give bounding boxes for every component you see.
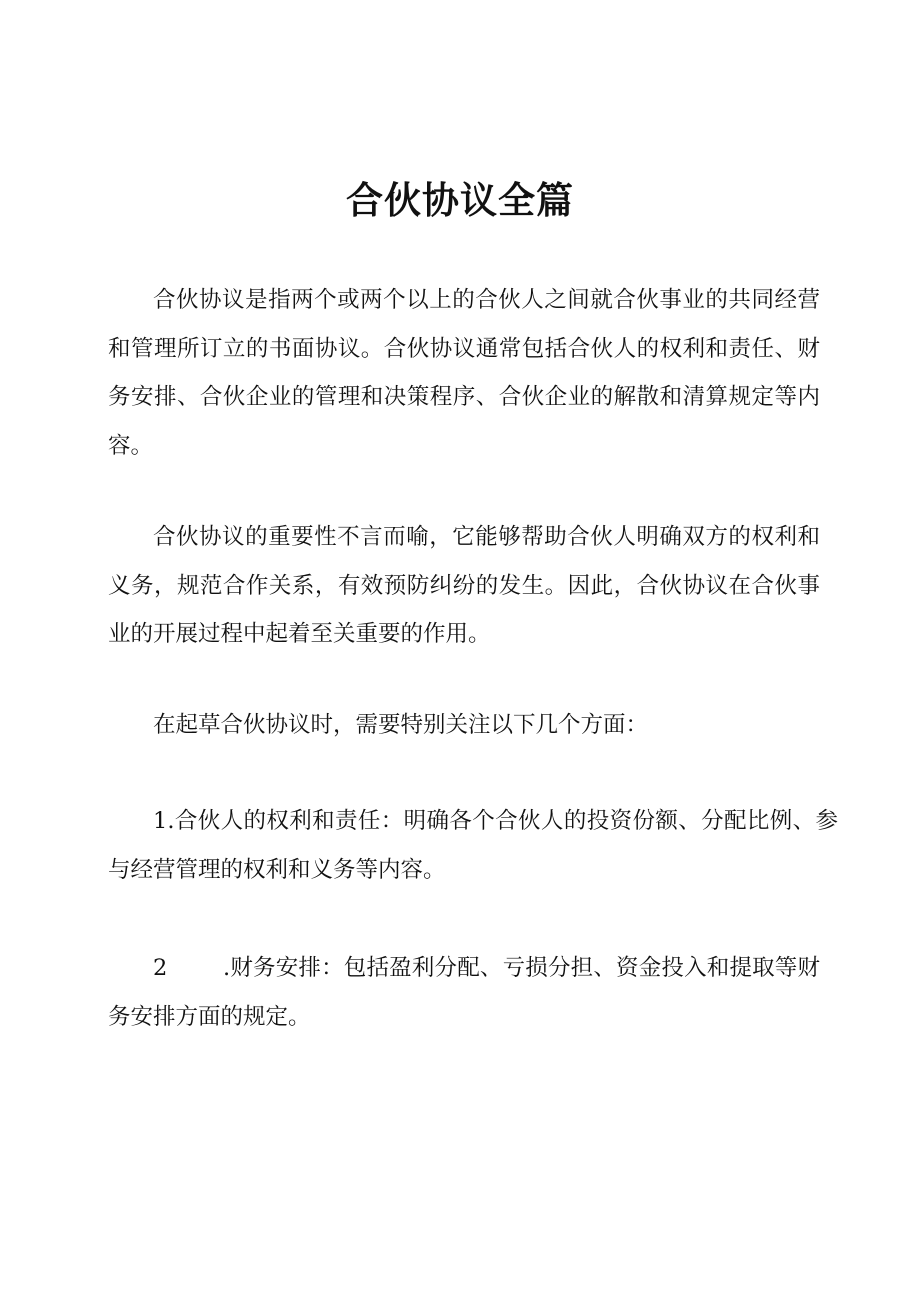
list-item-number: 2: [153, 955, 168, 981]
document-title: 合伙协议全篇: [346, 179, 574, 222]
list-item-partner-rights: 1.合伙人的权利和责任：明确各个合伙人的投资份额、分配比例、参与经营管理的权利和义务等内容。: [108, 808, 838, 883]
drafting-lead-paragraph: 在起草合伙协议时，需要特别关注以下几个方面：: [153, 712, 649, 738]
list-item-text: .财务安排：包括盈利分配、亏损分担、资金投入和提取等财务安排方面的规定。: [108, 955, 820, 1030]
intro-paragraph: 合伙协议是指两个或两个以上的合伙人之间就合伙事业的共同经营和管理所订立的书面协议。合伙协议通常包括合伙人的权利和责任、财务安排、合伙企业的管理和决策程序、合伙企业的解散和清算规定等内容。: [108, 287, 820, 459]
list-item-financial-arrangement: [108, 944, 820, 1041]
importance-paragraph: 合伙协议的重要性不言而喻，它能够帮助合伙人明确双方的权利和义务，规范合作关系，有效预防纠纷的发生。因此，合伙协议在合伙事业的开展过程中起着至关重要的作用。: [108, 524, 820, 647]
